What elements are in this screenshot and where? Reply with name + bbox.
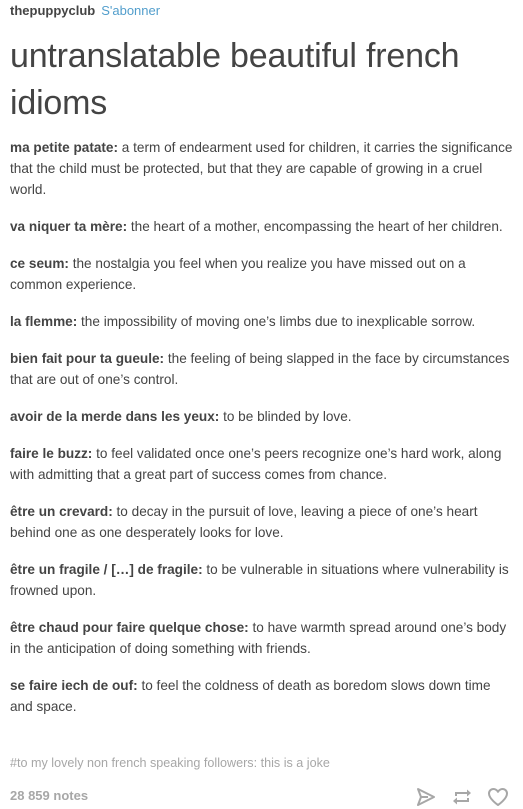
idiom-item [10, 216, 515, 237]
idiom-item [10, 348, 515, 390]
idiom-term: ce seum: [10, 256, 69, 271]
post-header [10, 3, 160, 19]
idiom-definition: to decay in the pursuit of love, leaving a piece of one’s heart behind one as one desperately looks for love. [10, 504, 478, 540]
idiom-item [10, 501, 515, 543]
post-title: untranslatable beautiful french idioms [10, 37, 460, 122]
notes-count[interactable]: 28 859 notes [10, 788, 89, 803]
post-tag[interactable]: #to my lovely non french speaking followers: this is a joke [10, 756, 330, 770]
idiom-item [10, 617, 515, 659]
idiom-definition: to be blinded by love. [219, 409, 352, 424]
idiom-term: être un crevard: [10, 504, 113, 519]
idiom-term: être chaud pour faire quelque chose: [10, 620, 249, 635]
post-actions [401, 786, 509, 808]
idiom-term: avoir de la merde dans les yeux: [10, 409, 220, 424]
idiom-term: faire le buzz: [10, 446, 93, 461]
share-icon[interactable] [415, 786, 437, 808]
idiom-term: bien fait pour ta gueule: [10, 351, 165, 366]
idiom-definition: to feel the coldness of death as boredom slows down time and space. [10, 678, 491, 714]
idiom-definition: the feeling of being slapped in the face by circumstances that are out of one’s control. [10, 351, 510, 387]
idiom-item [10, 311, 515, 332]
idiom-term: la flemme: [10, 314, 78, 329]
heart-icon[interactable] [487, 786, 509, 808]
idiom-item [10, 137, 515, 200]
idiom-definition: the impossibility of moving one’s limbs due to inexplicable sorrow. [77, 314, 476, 329]
idiom-term: va niquer ta mère: [10, 219, 128, 234]
username-link[interactable]: thepuppyclub [10, 3, 96, 18]
idiom-list [10, 137, 515, 733]
idiom-definition: to have warmth spread around one’s body in the anticipation of doing something with friends. [10, 620, 507, 656]
idiom-term: ma petite patate: [10, 140, 119, 155]
reblog-icon[interactable] [451, 786, 473, 808]
follow-button[interactable]: S'abonner [101, 3, 161, 18]
idiom-item [10, 675, 515, 717]
idiom-definition: the nostalgia you feel when you realize you have missed out on a common experience. [10, 256, 466, 292]
idiom-definition: a term of endearment used for children, it carries the significance that the child must be protected, but that they are capable of growing in a cruel world. [10, 140, 513, 197]
idiom-item [10, 253, 515, 295]
idiom-definition: to feel validated once one’s peers recognize one’s hard work, along with admitting that a great part of success comes from chance. [10, 446, 502, 482]
idiom-definition: to be vulnerable in situations where vulnerability is frowned upon. [10, 562, 509, 598]
idiom-term: être un fragile / […] de fragile: [10, 562, 203, 577]
idiom-item [10, 559, 515, 601]
idiom-item [10, 443, 515, 485]
post-footer [10, 786, 513, 808]
idiom-definition: the heart of a mother, encompassing the heart of her children. [127, 219, 503, 234]
idiom-term: se faire iech de ouf: [10, 678, 138, 693]
idiom-item [10, 406, 515, 427]
